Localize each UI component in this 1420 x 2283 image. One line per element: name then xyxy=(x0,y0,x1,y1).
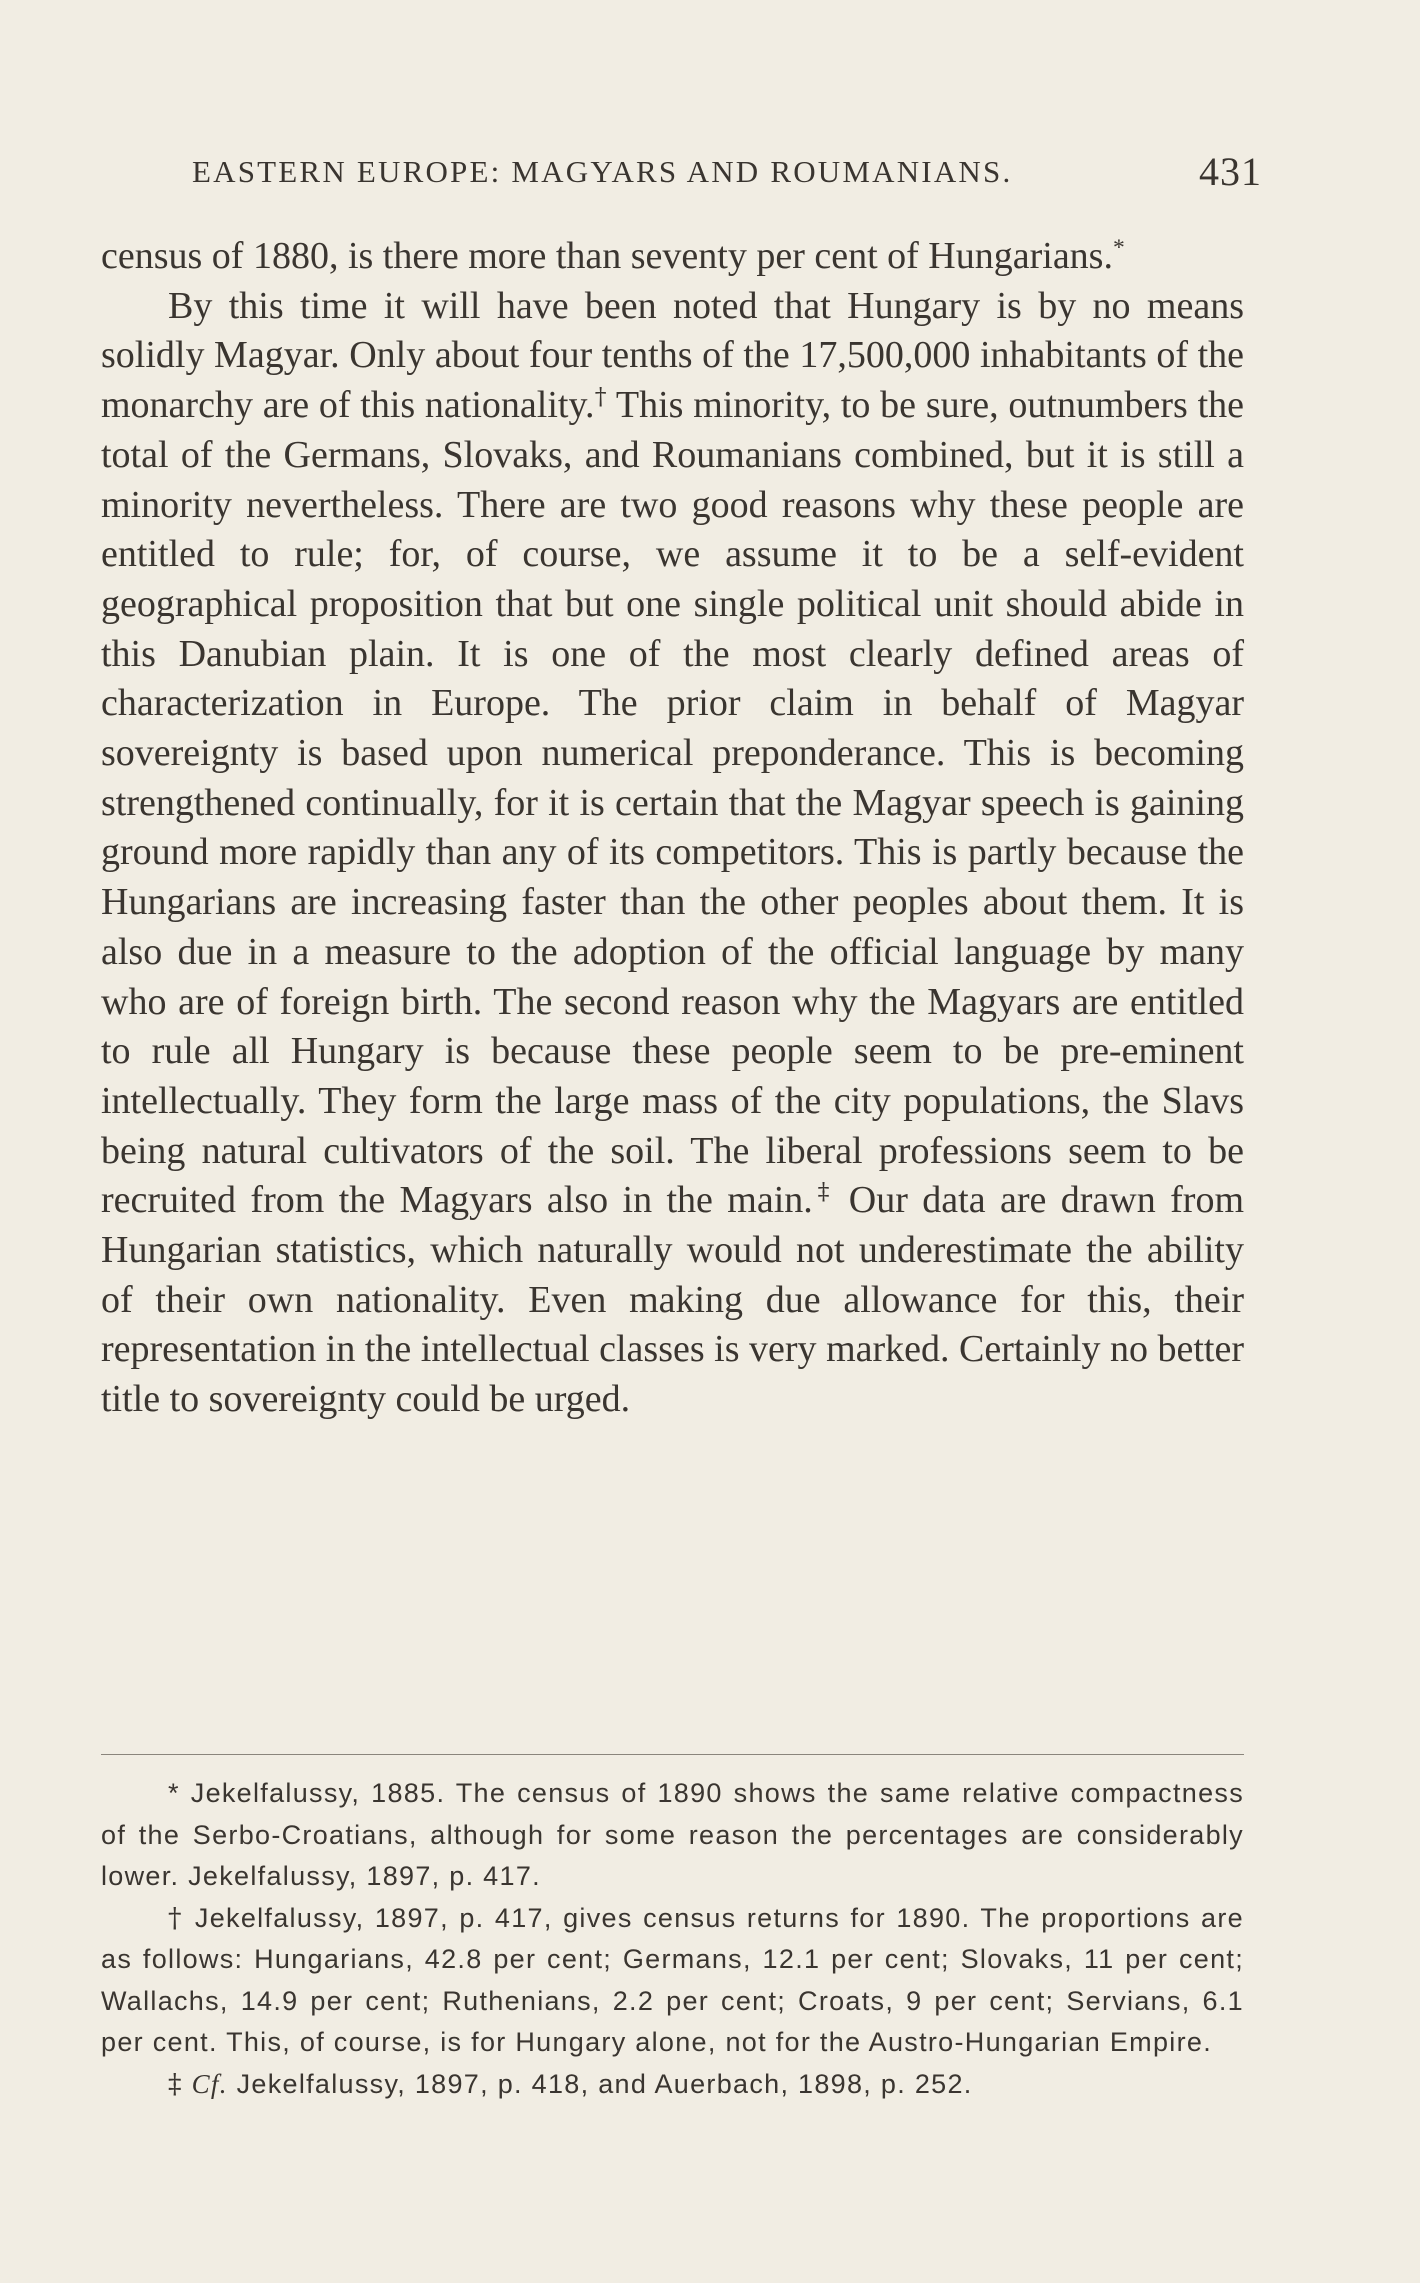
footnote-mark: † xyxy=(168,1902,185,1934)
footnote-mark: * xyxy=(168,1778,180,1808)
footnote-cf: Cf. xyxy=(191,2068,228,2099)
footnote-ref-double-dagger: ‡ xyxy=(812,1177,835,1206)
footnote-divider xyxy=(101,1754,1244,1755)
footnote-text: Jekelfalussy, 1897, p. 417, gives census returns for 1890. The proportions are as follows: Hungarians, 42.8 per cent; Germans, 12.1 per cent; Slovaks, 11 per cent; Wallachs, 14.9 per cent; Ruthenians, 2.2 per cent; Croats, 9 per cent; Servians, 6.1 per cent. This, of course, is for Hungary alone, not for the Austro-Hungarian Empire. xyxy=(101,1902,1244,2057)
page-number: 431 xyxy=(1199,149,1262,194)
paragraph-text: Our data are drawn from Hungarian statistics, which naturally would not underestimate the ability of their own nationality. Even making due allowance for this, their representation in the intellectual classes is very marked. Certainly no better title to sovereignty could be urged. xyxy=(101,1179,1244,1421)
paragraph xyxy=(101,282,1244,1425)
footnotes xyxy=(101,1773,1244,2105)
footnote xyxy=(101,1773,1244,1898)
footnote xyxy=(101,1898,1244,2064)
footnote-ref-dagger: † xyxy=(594,382,607,411)
footnote-text: Jekelfalussy, 1885. The census of 1890 shows the same relative compactness of the Serbo-Croatians, although for some reason the percentages are considerably lower. Jekelfalussy, 1897, p. 417. xyxy=(101,1778,1244,1891)
running-head xyxy=(192,148,1262,208)
paragraph-text: This minority, to be sure, outnumbers the total of the Germans, Slovaks, and Roumanians combined, but it is still a minority nevertheless. There are two good reasons why these people are entitled to rule; for, of course, we assume it to be a self-evident geographical proposition that but one single political unit should abide in this Danubian plain. It is one of the most clearly defined areas of characterization in Europe. The prior claim in behalf of Magyar sovereignty is based upon numerical preponderance. This is becoming strengthened continually, for it is certain that the Magyar speech is gaining ground more rapidly than any of its competitors. This is partly because the Hungarians are increasing faster than the other peoples about them. It is also due in a measure to the adoption of the official language by many who are of foreign birth. The second reason why the Magyars are entitled to rule all Hungary is because these people seem to be pre-eminent intellectually. They form the large mass of the city populations, the Slavs being natural cultivators of the soil. The liberal professions seem to be recruited from the Magyars also in the main. xyxy=(101,384,1244,1222)
footnote xyxy=(101,2064,1244,2106)
footnote-ref-asterisk: * xyxy=(1112,235,1125,262)
paragraph-continuation xyxy=(101,232,1244,282)
main-text xyxy=(101,232,1244,1425)
footnote-mark: ‡ xyxy=(168,2068,183,2100)
paragraph-text: By this time it will have been noted that Hungary is by no means solidly Magyar. Only about four tenths of the 17,500,000 inhabitants of the monarchy are of this nationality. xyxy=(101,284,1244,427)
paragraph-text: census of 1880, is there more than seventy per cent of Hungarians. xyxy=(101,235,1113,277)
running-title: EASTERN EUROPE: MAGYARS AND ROUMANIANS. xyxy=(192,154,1013,189)
footnote-text: Jekelfalussy, 1897, p. 418, and Auerbach, 1898, p. 252. xyxy=(227,2068,973,2099)
